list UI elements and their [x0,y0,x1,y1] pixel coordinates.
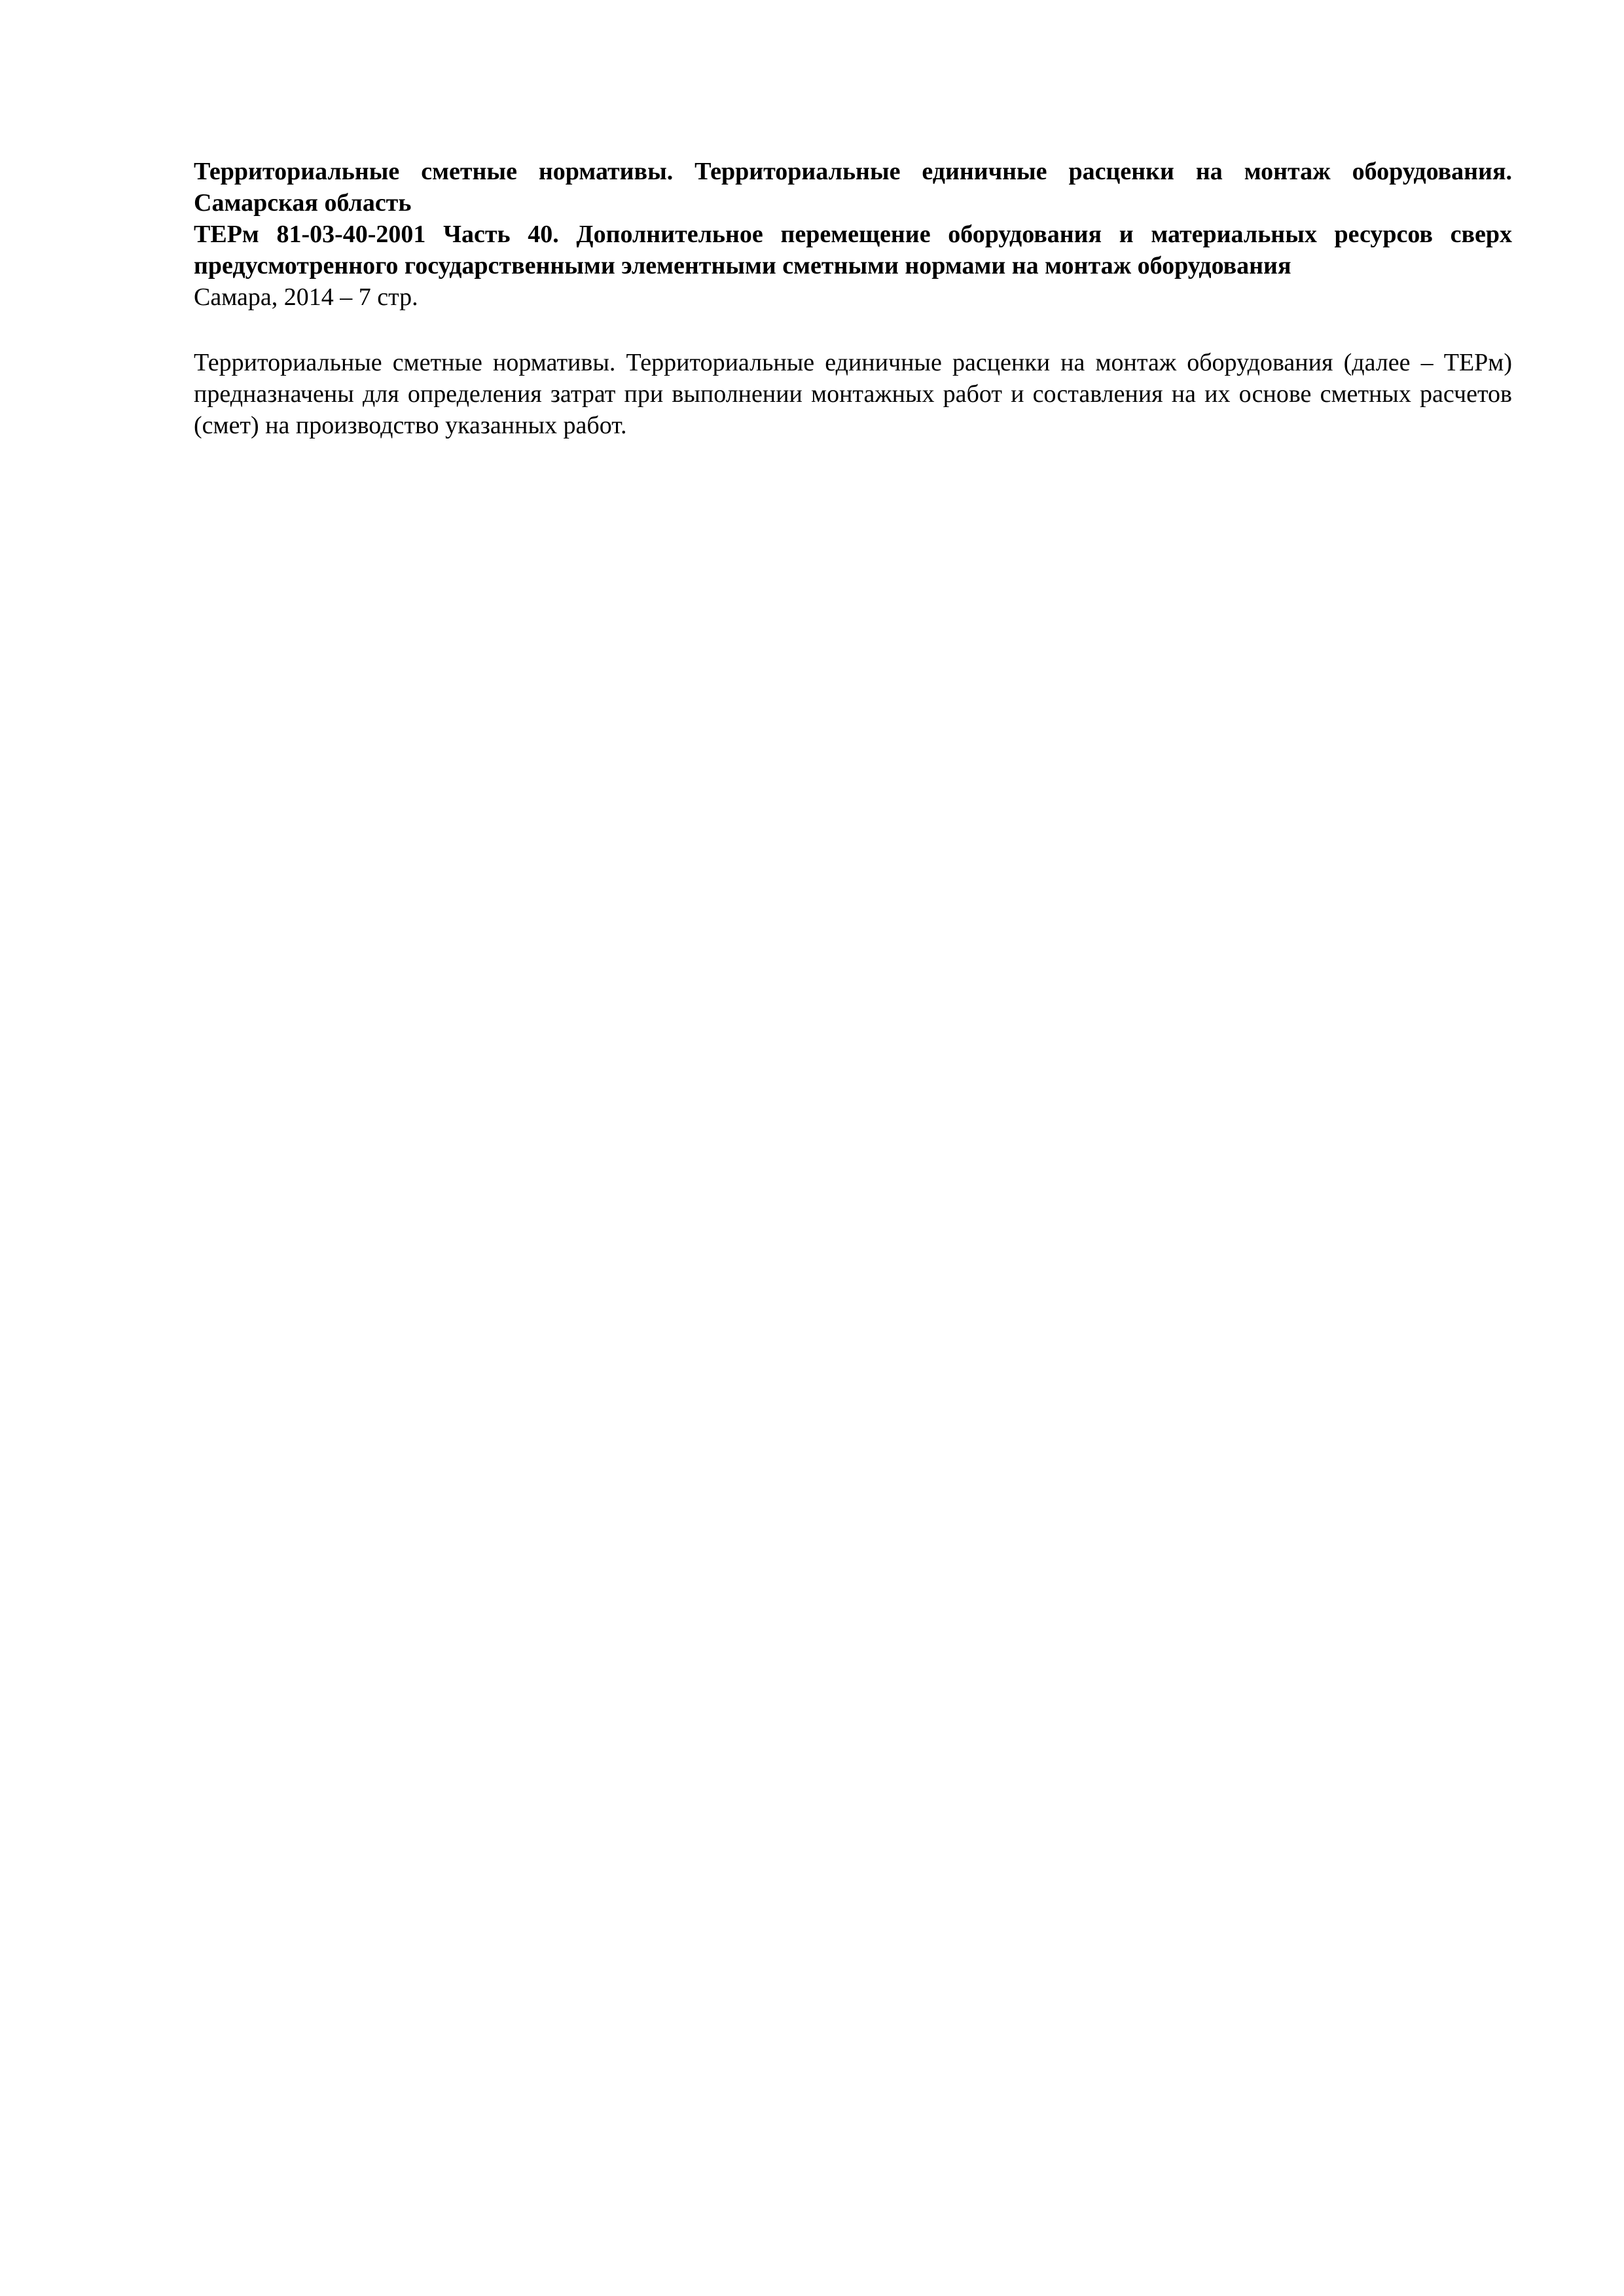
document-content [194,156,1512,466]
document-subtitle: ТЕРм 81-03-40-2001 Часть 40. Дополнительное перемещение оборудования и материальных ресурсов сверх предусмотренного государственными элементными сметными нормами на монтаж оборудования [194,221,1512,279]
document-imprint: Самара, 2014 – 7 стр. [194,283,418,311]
document-title: Территориальные сметные нормативы. Территориальные единичные расценки на монтаж оборудования. Самарская область [194,158,1512,217]
document-abstract: Территориальные сметные нормативы. Территориальные единичные расценки на монтаж оборудования (далее – ТЕРм) предназначены для определения затрат при выполнении монтажных работ и составления на их основе сметных расчетов (смет) на производство указанных работ. [194,349,1512,439]
bibliographic-header [194,156,1512,313]
